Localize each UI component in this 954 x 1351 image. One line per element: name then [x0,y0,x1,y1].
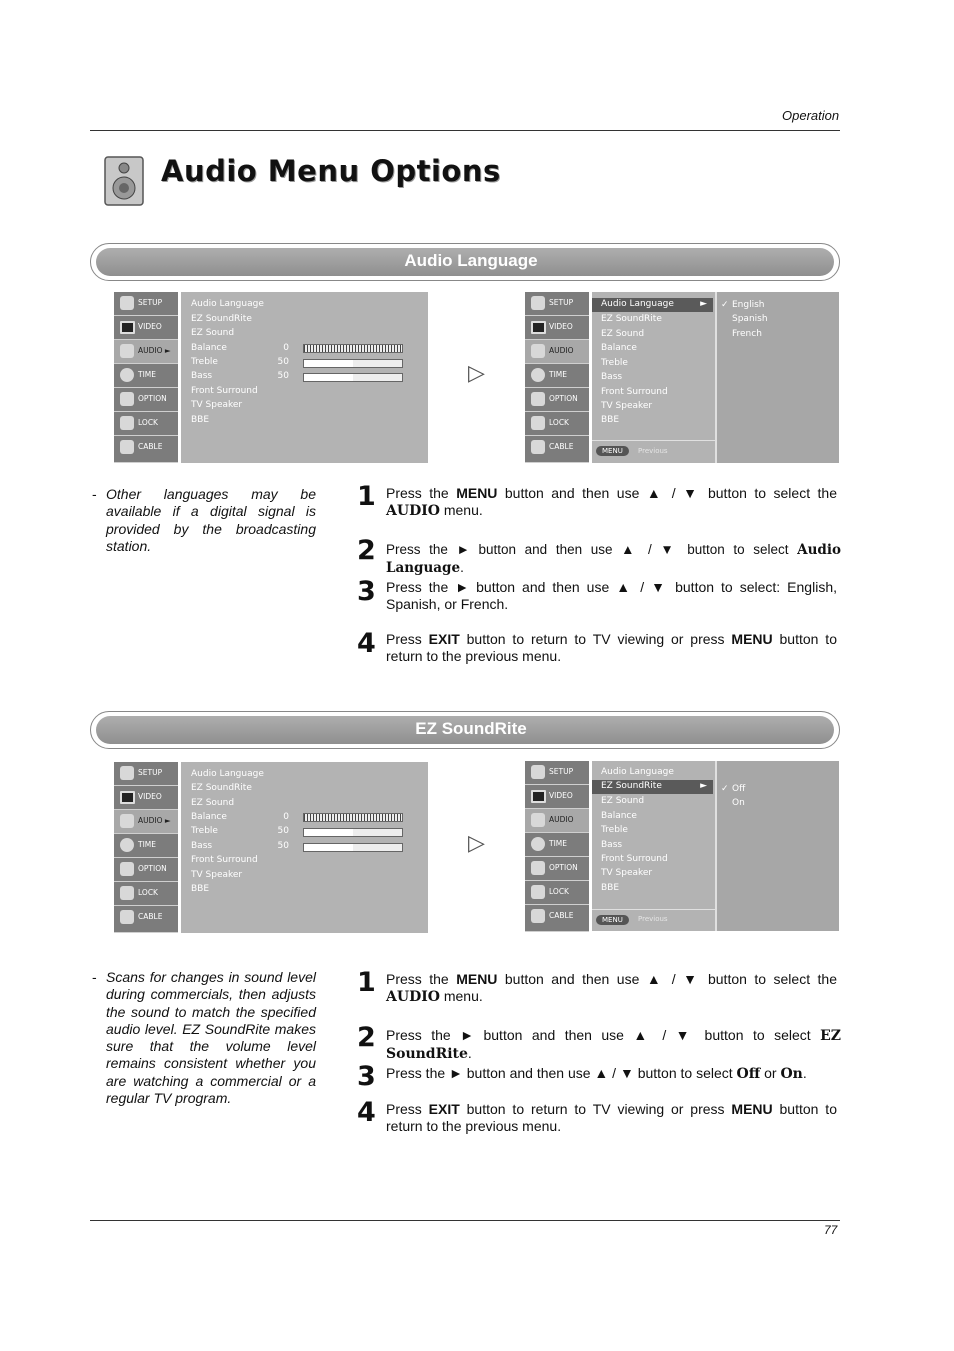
osd-item: Front Surround [191,855,258,865]
osd-side-setup: SETUP [525,761,589,785]
tv-icon [120,321,135,334]
balance-bar [303,813,403,822]
osd-side-option: OPTION [114,388,178,412]
bass-bar [303,843,403,852]
submenu-option-french: French [732,329,762,339]
osd-side-lock: LOCK [114,412,178,436]
wrench-icon [120,392,134,406]
clock-icon [120,368,134,382]
transition-arrow: ▷ [468,830,485,855]
step-text: Press the ► button and then use ▲ / ▼ button to select EZ SoundRite. [386,1027,841,1062]
osd-side-time: TIME [525,364,589,388]
step-number: 2 [357,535,376,566]
cable-icon [120,910,134,924]
section-banner-audio-language [90,243,840,281]
osd-sidebar [114,292,181,463]
osd-item: BBE [601,883,620,893]
osd-side-cable: CABLE [525,905,589,932]
padlock-icon [531,416,545,430]
satellite-icon [120,766,134,780]
tv-icon [531,321,546,334]
osd-item: Bass [601,840,623,850]
padlock-icon [531,885,545,899]
osd-item: Front Surround [601,387,668,397]
osd-item: Balance [191,812,227,822]
osd-item: Balance [601,811,637,821]
osd-item: Front Surround [601,854,668,864]
osd-item: Audio Language [601,767,674,777]
treble-bar [303,359,403,368]
osd-item: Bass [191,841,213,851]
osd-item: Front Surround [191,386,258,396]
osd-side-lock: LOCK [114,882,178,906]
osd-side-lock: LOCK [525,881,589,905]
osd-item: BBE [191,884,210,894]
osd-side-option: OPTION [525,857,589,881]
step-number: 2 [357,1022,376,1053]
osd-item: EZ Sound [601,796,645,806]
osd-side-audio: AUDIO [525,340,589,364]
previous-label: Previous [638,447,668,455]
treble-value: 50 [277,357,289,367]
osd-item: Treble [191,826,218,836]
step-number: 4 [357,628,376,659]
osd-side-cable: CABLE [525,436,589,463]
transition-arrow: ▷ [468,360,485,385]
osd-item: TV Speaker [601,401,653,411]
bass-value: 50 [277,371,289,381]
tv-icon [120,791,135,804]
step-number: 1 [357,967,376,998]
speaker-icon [531,344,545,358]
balance-value: 0 [283,343,289,353]
osd-main-menu [114,292,428,463]
osd-side-video: VIDEO [114,786,178,810]
clock-icon [120,838,134,852]
step-text: Press the MENU button and then use ▲ / ▼ button to select the AUDIO menu. [386,971,838,1005]
arrow-right-icon: ► [700,299,707,309]
osd-item: Treble [601,358,628,368]
osd-side-audio: AUDIO ► [114,810,178,834]
arrow-right-icon: ► [700,781,707,791]
osd-submenu-audio-language [525,292,839,463]
clock-icon [531,368,545,382]
osd-side-time: TIME [114,364,178,388]
osd-item: Balance [191,343,227,353]
submenu-option-on: On [732,798,745,808]
osd-item-selected: Audio Language ► [592,298,713,312]
balance-bar [303,344,403,353]
osd-sidebar [525,292,592,463]
submenu-option-off: Off [732,784,746,794]
clock-icon [531,837,545,851]
osd-item: EZ Sound [191,798,235,808]
step-number: 4 [357,1097,376,1128]
osd-side-audio: AUDIO [525,809,589,833]
satellite-icon [531,296,545,310]
osd-side-option: OPTION [114,858,178,882]
osd-side-setup: SETUP [114,292,178,316]
osd-side-video: VIDEO [525,785,589,809]
bass-value: 50 [277,841,289,851]
osd-sidebar [525,761,592,931]
osd-side-audio: AUDIO ► [114,340,178,364]
menu-button-label: MENU [596,915,629,925]
osd-item-selected: EZ SoundRite ► [592,780,713,794]
osd-item: TV Speaker [601,868,653,878]
osd-item: EZ SoundRite [601,314,662,324]
tv-icon [531,790,546,803]
banner-title: EZ SoundRite [415,719,527,738]
osd-sidebar [114,762,181,933]
osd-item: Audio Language [191,769,264,779]
osd-item: Bass [601,372,623,382]
treble-value: 50 [277,826,289,836]
step-text: Press the ► button and then use ▲ / ▼ button to select Audio Language. [386,542,841,576]
satellite-icon [120,296,134,310]
osd-item: EZ Sound [601,329,645,339]
osd-side-time: TIME [114,834,178,858]
satellite-icon [531,765,545,779]
step-text: Press the ► button and then use ▲ / ▼ button to select Off or On. [386,1065,807,1082]
osd-item: EZ SoundRite [191,314,252,324]
wrench-icon [120,862,134,876]
osd-side-video: VIDEO [525,316,589,340]
osd-item: Bass [191,371,213,381]
menu-button-label: MENU [596,446,629,456]
step-number: 3 [357,576,376,607]
wrench-icon [531,861,545,875]
note-text: Scans for changes in sound level during commercials, then adjusts the sound to match the specified audio level. EZ SoundRite makes sure that the volume level remains consistent whether you are watching a commercial or a regular TV program. [106,969,316,1107]
speaker-icon [531,813,545,827]
section-header: Operation [782,108,840,123]
step-number: 3 [357,1061,376,1092]
page-title: Audio Menu Options [161,154,501,188]
osd-side-cable: CABLE [114,436,178,463]
step-number: 1 [357,481,376,512]
osd-item: BBE [601,415,620,425]
step-text: Press the ► button and then use ▲ / ▼ button to select: English, Spanish, or French. [386,579,837,612]
osd-item: Treble [191,357,218,367]
osd-item: BBE [191,415,210,425]
osd-side-cable: CABLE [114,906,178,933]
osd-item: Treble [601,825,628,835]
wrench-icon [531,392,545,406]
step-text: Press EXIT button to return to TV viewing or press MENU button to return to the previous menu. [386,631,837,664]
osd-main-menu [114,762,428,933]
osd-item: Balance [601,343,637,353]
cable-icon [531,440,545,454]
check-icon: ✓ [721,784,729,794]
osd-submenu-ez-soundrite [525,761,839,931]
osd-side-setup: SETUP [525,292,589,316]
note-dash: - [92,486,97,502]
speaker-icon [104,156,144,206]
footer-rule [90,1220,840,1221]
osd-side-time: TIME [525,833,589,857]
padlock-icon [120,416,134,430]
page-number: 77 [824,1223,838,1237]
osd-side-lock: LOCK [525,412,589,436]
speaker-icon [120,344,134,358]
banner-title: Audio Language [404,251,538,270]
osd-item: EZ SoundRite [191,783,252,793]
osd-item: TV Speaker [191,870,243,880]
bass-bar [303,373,403,382]
padlock-icon [120,886,134,900]
osd-side-video: VIDEO [114,316,178,340]
balance-value: 0 [283,812,289,822]
section-banner-ez-soundrite [90,711,840,749]
treble-bar [303,828,403,837]
step-text: Press the MENU button and then use ▲ / ▼ button to select the AUDIO menu. [386,485,838,519]
osd-item: Audio Language [191,299,264,309]
submenu-option-spanish: Spanish [732,314,768,324]
osd-side-setup: SETUP [114,762,178,786]
previous-label: Previous [638,915,668,923]
note-text: Other languages may be available if a digital signal is provided by the broadcasting station. [106,486,316,554]
header-rule [90,130,840,131]
cable-icon [120,440,134,454]
step-text: Press EXIT button to return to TV viewing or press MENU button to return to the previous menu. [386,1101,837,1134]
cable-icon [531,909,545,923]
submenu-option-english: English [732,300,765,310]
speaker-icon [120,814,134,828]
note-dash: - [92,969,97,985]
osd-side-option: OPTION [525,388,589,412]
check-icon: ✓ [721,300,729,310]
osd-item: TV Speaker [191,400,243,410]
osd-item: EZ Sound [191,328,235,338]
